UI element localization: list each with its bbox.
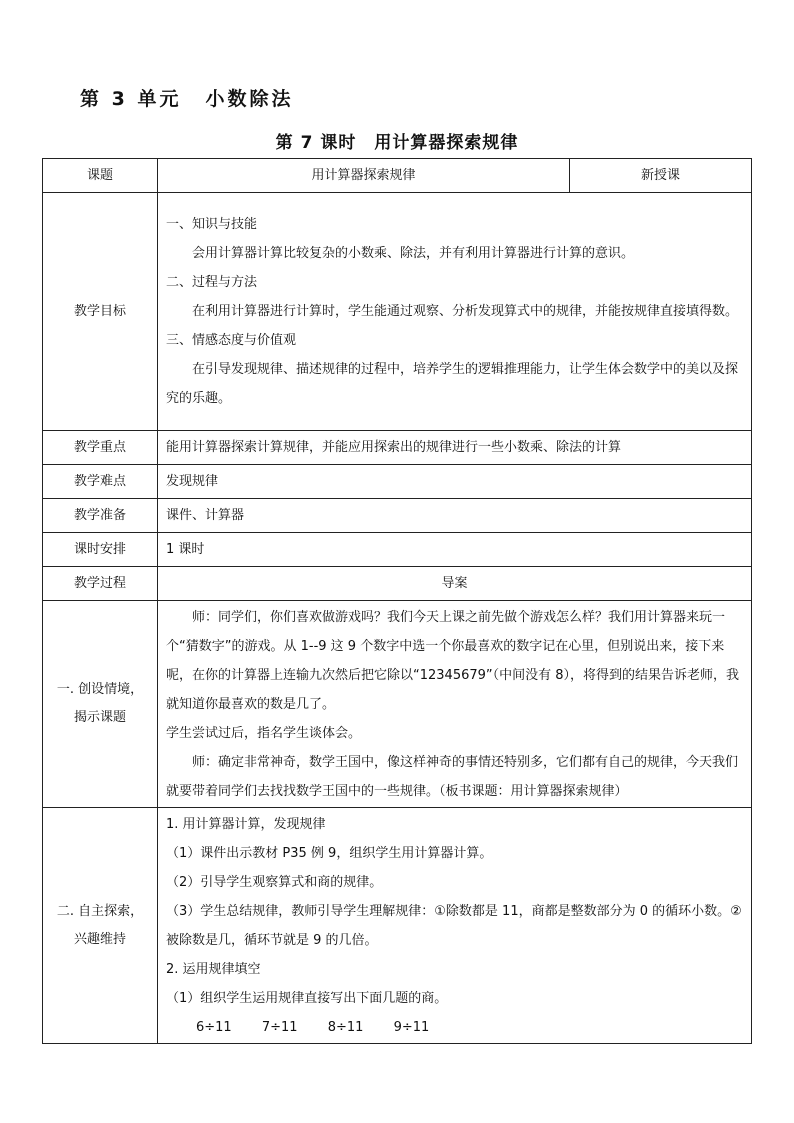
difficulty-value: 发现规律 (158, 465, 752, 499)
step2-label: 二. 自主探索，兴趣维持 (43, 808, 158, 1044)
step2-item-2a: （1）组织学生运用规律直接写出下面几题的商。 (166, 990, 448, 1006)
schedule-label: 课时安排 (43, 533, 158, 567)
step1-paragraph-2: 学生尝试过后，指名学生谈体会。 (166, 725, 362, 741)
goals-content (158, 193, 752, 431)
formula-item: 9÷11 (393, 1019, 430, 1035)
row-process (43, 567, 752, 601)
step1-paragraph-1: 师：同学们，你们喜欢做游戏吗？我们今天上课之前先做个游戏怎么样？我们用计算器来玩一个“猜数字”的游戏。从 1--9 这 9 个数字中选一个你最喜欢的数字记在心里，但别说出来，接下来呢，在你的计算器上连输九次然后把它除以“12345679”（中间没有 8），将得到的结果告诉老师，我就知道你最喜欢的数是几了。 (166, 609, 740, 712)
step2-item-1c: （3）学生总结规律，教师引导学生理解规律：①除数都是 11，商都是整数部分为 0 的循环小数。②被除数是几，循环节就是 9 的几倍。 (166, 903, 742, 948)
topic-label: 课题 (43, 159, 158, 193)
process-value: 导案 (158, 567, 752, 601)
step2-section-1: 1. 用计算器计算，发现规律 (166, 816, 326, 832)
row-preparation (43, 499, 752, 533)
goals-text-3: 在引导发现规律、描述规律的过程中，培养学生的逻辑推理能力，让学生体会数学中的美以及探究的乐趣。 (166, 362, 739, 406)
preparation-label: 教学准备 (43, 499, 158, 533)
goals-label: 教学目标 (43, 193, 158, 431)
goals-heading-3: 三、情感态度与价值观 (166, 333, 297, 348)
formula-item: 8÷11 (327, 1019, 364, 1035)
topic-value: 用计算器探索规律 (158, 159, 570, 193)
key-points-value: 能用计算器探索计算规律，并能应用探索出的规律进行一些小数乘、除法的计算 (158, 431, 752, 465)
unit-heading (80, 84, 293, 111)
step2-item-1a: （1）课件出示教材 P35 例 9，组织学生用计算器计算。 (166, 845, 493, 861)
step2-content (158, 808, 752, 1044)
row-key-points (43, 431, 752, 465)
difficulty-label: 教学难点 (43, 465, 158, 499)
goals-text-2: 在利用计算器进行计算时，学生能通过观察、分析发现算式中的规律，并能按规律直接填得数。 (192, 304, 739, 319)
step2-section-2: 2. 运用规律填空 (166, 961, 261, 977)
goals-heading-2: 二、过程与方法 (166, 275, 258, 290)
goals-text-1: 会用计算器计算比较复杂的小数乘、除法，并有利用计算器进行计算的意识。 (192, 246, 635, 261)
row-difficulty (43, 465, 752, 499)
topic-type: 新授课 (570, 159, 752, 193)
row-step2 (43, 808, 752, 1044)
formula-item: 7÷11 (261, 1019, 298, 1035)
row-schedule (43, 533, 752, 567)
lesson-title: 第 7 课时 用计算器探索规律 (275, 133, 519, 153)
preparation-value: 课件、计算器 (158, 499, 752, 533)
process-label: 教学过程 (43, 567, 158, 601)
unit-name: 小数除法 (205, 88, 294, 110)
unit-label: 第 3 单元 (80, 88, 182, 110)
row-goals (43, 193, 752, 431)
formula-item: 6÷11 (196, 1019, 232, 1035)
step1-paragraph-3: 师：确定非常神奇，数学王国中，像这样神奇的事情还特别多，它们都有自己的规律，今天我们就要带着同学们去找找数学王国中的一些规律。（板书课题：用计算器探索规律） (166, 754, 739, 799)
step1-content (158, 601, 752, 808)
schedule-value: 1 课时 (158, 533, 752, 567)
lesson-plan-table (42, 158, 752, 1044)
step1-label: 一. 创设情境，揭示课题 (43, 601, 158, 808)
goals-heading-1: 一、知识与技能 (166, 217, 258, 232)
row-step1 (43, 601, 752, 808)
key-points-label: 教学重点 (43, 431, 158, 465)
formula-list (166, 1013, 743, 1042)
row-topic (43, 159, 752, 193)
step2-item-1b: （2）引导学生观察算式和商的规律。 (166, 874, 383, 890)
